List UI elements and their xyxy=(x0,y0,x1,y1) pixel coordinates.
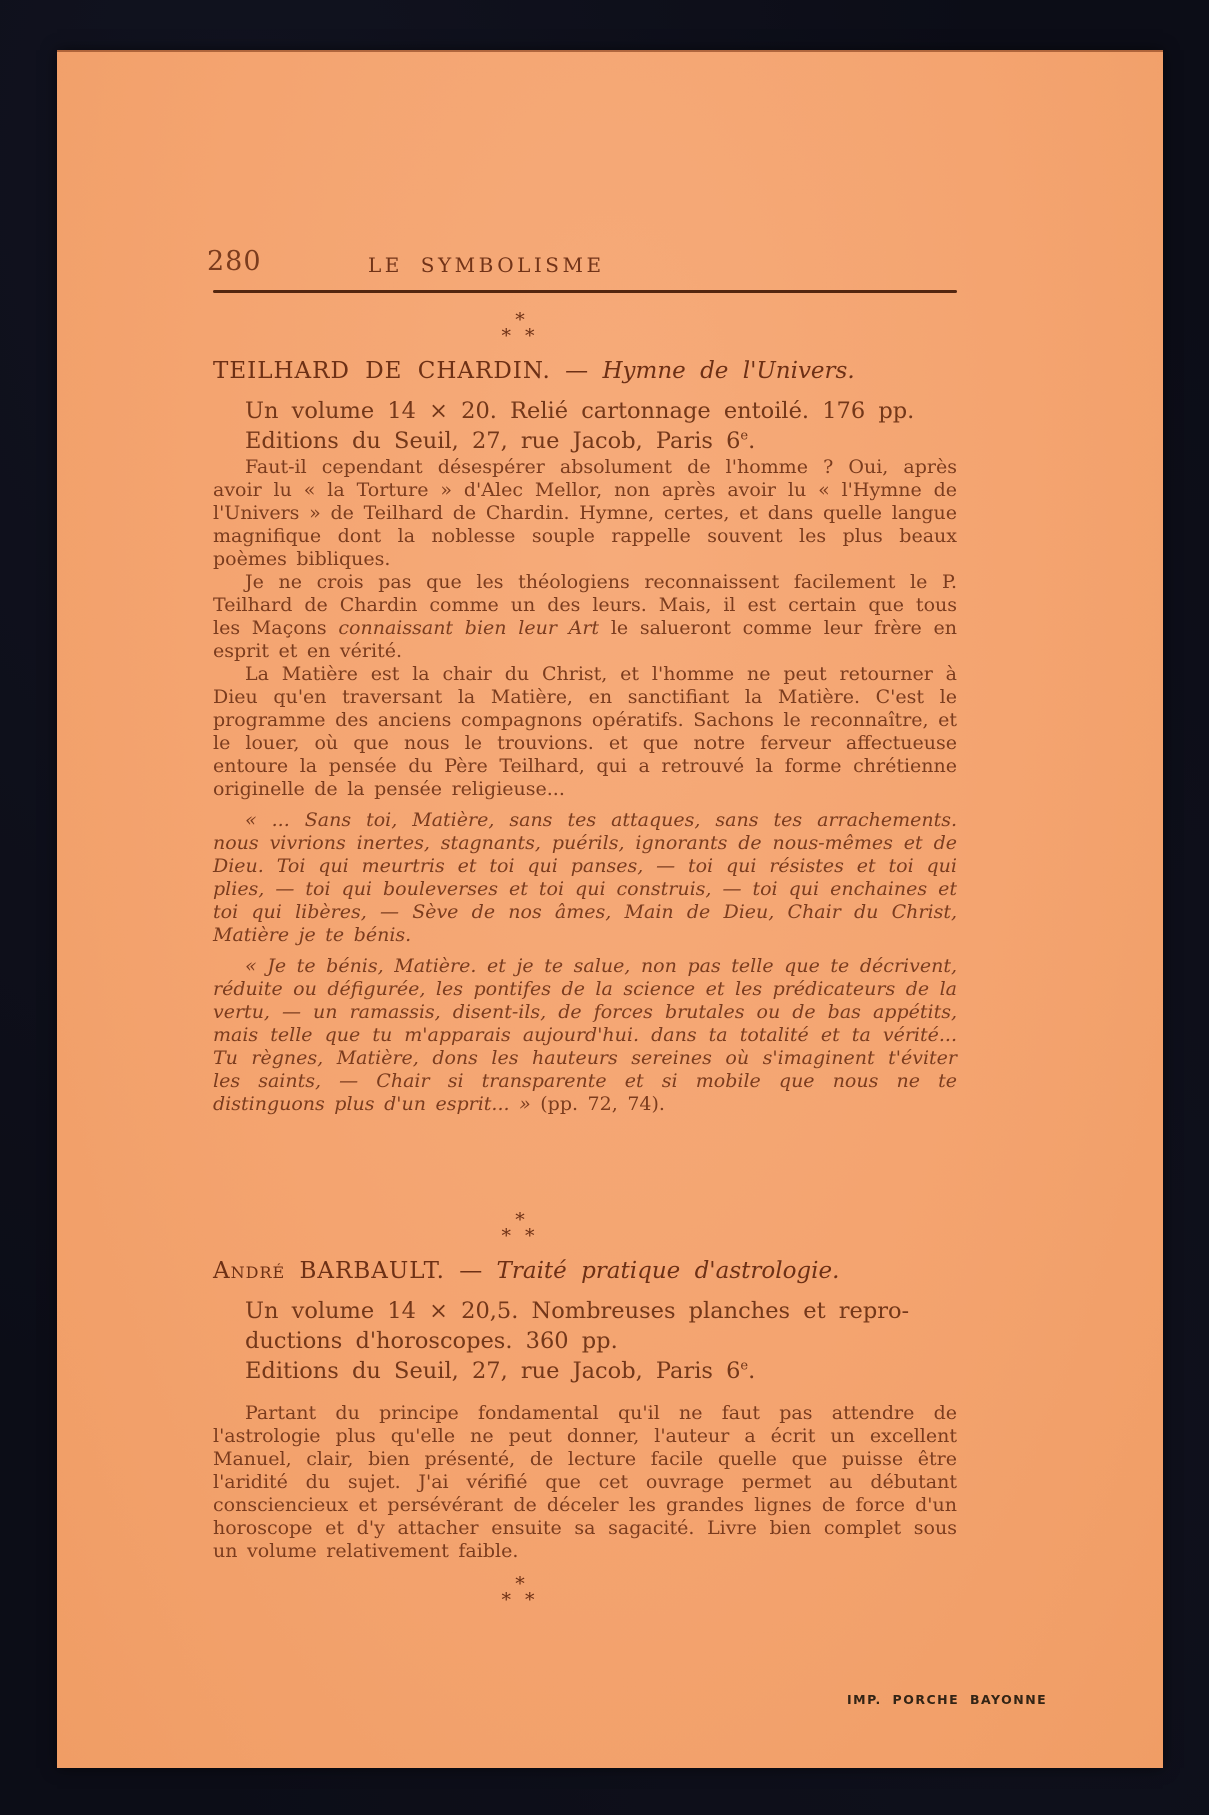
review-paragraph xyxy=(213,571,957,663)
asterisk-top: * xyxy=(515,1573,525,1595)
scanned-page xyxy=(57,50,1163,1768)
publisher-period: . xyxy=(748,428,756,454)
entry-heading-barbault xyxy=(213,1258,973,1284)
review-paragraph xyxy=(213,1402,957,1563)
entry-work-title: Traité pratique d'astrologie. xyxy=(496,1258,840,1284)
asterisk-top: * xyxy=(515,309,525,331)
review-paragraph xyxy=(213,456,957,571)
section-separator xyxy=(475,1209,565,1247)
book-info-barbault xyxy=(245,1296,975,1386)
book-publisher-line xyxy=(245,426,975,456)
entry-author: TEILHARD DE CHARDIN. xyxy=(213,358,551,384)
asterisk-top: * xyxy=(515,1209,525,1231)
paragraph-text: Faut-il cependant désespérer absolument de l'homme ? Oui, après avoir lu « la Torture » d'Alec Mellor, non après avoir lu « l'Hymne de l'Univers » de Teilhard de Chardin. Hymne, certes, et dans quelle langue magnifique dont la noblesse souple rappelle souvent les plus beaux poèmes bibliques. xyxy=(213,456,957,570)
publisher-text: Editions du Seuil, 27, rue Jacob, Paris 6 xyxy=(245,428,741,454)
arrondissement-superscript: e xyxy=(740,1358,749,1374)
book-format-line: ductions d'horoscopes. 360 pp. xyxy=(245,1328,618,1354)
book-info-teilhard xyxy=(245,396,975,456)
publisher-period: . xyxy=(748,1358,756,1384)
asterisk-pair: * * xyxy=(501,1589,539,1611)
journal-title: LE SYMBOLISME xyxy=(368,253,605,277)
page-reference: (pp. 72, 74). xyxy=(530,1093,665,1115)
entry-heading-teilhard xyxy=(213,358,973,384)
page-number: 280 xyxy=(207,246,262,277)
entry-work-title: Hymne de l'Univers. xyxy=(602,358,855,384)
entry-author-firstname: André xyxy=(213,1258,286,1284)
section-separator xyxy=(475,1573,565,1611)
paragraph-text: le salueront comme leur frère en esprit et en vérité. xyxy=(213,617,958,662)
asterisk-pair: * * xyxy=(501,325,539,347)
paragraph-text: Partant du principe fondamental qu'il ne faut pas attendre de l'astrologie plus qu'elle ne peut donner, l'auteur a écrit un excellent Manuel, clair, bien présenté, de lecture facile quelle que puisse être l'aridité du sujet. J'ai vérifié que cet ouvrage permet au débutant consciencieux et persévérant de déceler les grandes lignes de force d'un horoscope et d'y attacher ensuite sa sagacité. Livre bien complet sous un volume relativement faible. xyxy=(213,1402,957,1562)
book-publisher-line xyxy=(245,1356,975,1386)
review-body-teilhard xyxy=(213,456,957,1116)
entry-author: BARBAULT. xyxy=(299,1258,445,1284)
section-separator xyxy=(475,309,565,347)
review-body-barbault xyxy=(213,1402,957,1563)
arrondissement-superscript: e xyxy=(740,428,749,444)
quotation-paragraph xyxy=(213,955,957,1116)
heading-dash: — xyxy=(459,1258,483,1284)
heading-dash: — xyxy=(565,358,589,384)
asterisk-pair: * * xyxy=(501,1225,539,1247)
review-paragraph xyxy=(213,663,957,801)
paragraph-text: Je ne crois pas que les théologiens reconnaissent facilement le P. Teilhard de Chardin comme un des leurs. Mais, il est certain que tous les Maçons xyxy=(213,571,957,639)
printer-credit: IMP. PORCHE BAYONNE xyxy=(847,1692,1048,1707)
book-format-line: Un volume 14 × 20,5. Nombreuses planches et repro- xyxy=(245,1298,910,1324)
publisher-text: Editions du Seuil, 27, rue Jacob, Paris 6 xyxy=(245,1358,741,1384)
quotation-paragraph xyxy=(213,809,957,947)
quotation-text: « Je te bénis, Matière. et je te salue, non pas telle que te décrivent, réduite ou défigurée, les pontifes de la science et les prédicateurs de la vertu, — un ramassis, disent-ils, de forces brutales ou de bas appétits, mais telle que tu m'apparais aujourd'hui. dans ta totalité et ta vérité... Tu règnes, Matière, dons les hauteurs sereines où s'imaginent t'éviter les saints, — Chair si transparente et si mobile que nous ne te distinguons plus d'un esprit... » xyxy=(213,955,957,1115)
header-rule xyxy=(213,290,957,293)
book-format-line: Un volume 14 × 20. Relié cartonnage entoilé. 176 pp. xyxy=(245,398,915,424)
paragraph-text: La Matière est la chair du Christ, et l'homme ne peut retourner à Dieu qu'en traversant la Matière, en sanctifiant la Matière. C'est le programme des anciens compagnons opératifs. Sachons le reconnaître, et le louer, où que nous le trouvions. et que notre ferveur affectueuse entoure la pensée du Père Teilhard, qui a retrouvé la forme chrétienne originelle de la pensée religieuse... xyxy=(213,663,957,800)
quotation-text: « ... Sans toi, Matière, sans tes attaques, sans tes arrachements. nous vivrions inertes, stagnants, puérils, ignorants de nous-mêmes et de Dieu. Toi qui meurtris et toi qui panses, — toi qui résistes et toi qui plies, — toi qui bouleverses et toi qui construis, — toi qui enchaines et toi qui libères, — Sève de nos âmes, Main de Dieu, Chair du Christ, Matière je te bénis. xyxy=(213,809,957,946)
paragraph-emphasis: connaissant bien leur Art xyxy=(338,617,600,639)
